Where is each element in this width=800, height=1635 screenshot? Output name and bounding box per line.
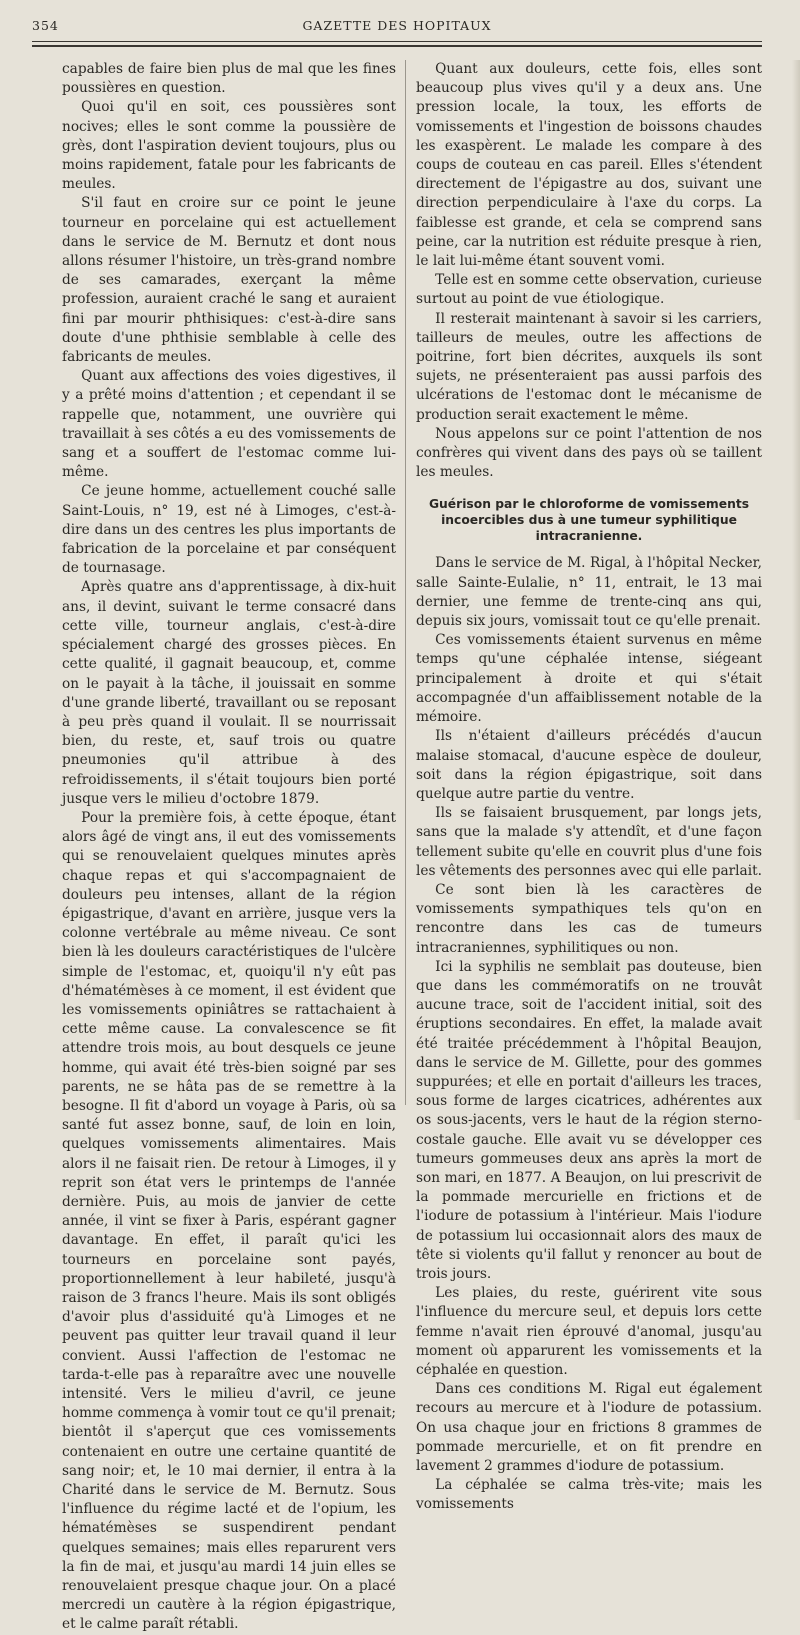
- paragraph: Les plaies, du reste, guérirent vite sous l'influence du mercure seul, et depuis lors cette femme n'avait rien éprouvé d'anomal, jusqu'au moment où apparurent les vomissements et la céphalée en question.: [416, 1285, 762, 1378]
- paragraph: capables de faire bien plus de mal que les fines poussières en question.: [62, 61, 396, 97]
- page-edge-shadow: [792, 60, 800, 1120]
- paragraph: Nous appelons sur ce point l'attention de nos confrères qui vivent dans des pays où se taillent les meules.: [416, 425, 762, 481]
- running-title: GAZETTE DES HOPITAUX: [302, 18, 492, 33]
- header-rule-thick: [32, 45, 762, 47]
- page-header: [32, 18, 762, 38]
- column-divider: [405, 60, 406, 1105]
- paragraph: Ces vomissements étaient survenus en même temps qu'une céphalée intense, siégeant principalement à droite et qui s'était accompagnée d'un affaiblissement notable de la mémoire.: [416, 632, 762, 726]
- paragraph: Ils se faisaient brusquement, par longs jets, sans que la malade s'y attendît, et d'une façon tellement subite qu'elle en couvrit plus d'une fois les vêtements des personnes avec qui elle parlait.: [416, 805, 762, 879]
- paragraph: Dans ces conditions M. Rigal eut également recours au mercure et à l'iodure de potassium. On usa chaque jour en frictions 8 grammes de pommade mercurielle, et on fit prendre en lavement 2 grammes d'iodure de potassium.: [416, 1381, 762, 1475]
- paragraph: Dans le service de M. Rigal, à l'hôpital Necker, salle Sainte-Eulalie, n° 11, entrait, le 13 mai dernier, une femme de trente-cinq ans qui, depuis six jours, vomissait tout ce qu'elle prenait.: [416, 555, 762, 630]
- paragraph: Après quatre ans d'apprentissage, à dix-huit ans, il devint, suivant le terme consacré dans cette ville, tourneur anglais, c'est-à-dire spécialement chargé des grosses pièces. En cette qualité, il gagnait beaucoup, et, comme on le payait à la tâche, il jouissait en somme d'une grande liberté, travaillant ou se reposant à peu près quand il voulait. Il se nourrissait bien, du reste, et, sauf trois ou quatre pneumonies qu'il attribue à des refroidissements, il s'était toujours bien porté jusque vers le milieu d'octobre 1879.: [62, 579, 396, 807]
- paragraph: Ce jeune homme, actuellement couché salle Saint-Louis, n° 19, est né à Limoges, c'est-à-dire dans un des centres les plus importants de fabrication de la porcelaine et par conséquent de tournasage.: [62, 483, 396, 577]
- page-number: 354: [32, 18, 59, 33]
- right-column: [416, 60, 762, 1515]
- paragraph: S'il faut en croire sur ce point le jeune tourneur en porcelaine qui est actuellement dans le service de M. Bernutz et dont nous allons résumer l'histoire, un très-grand nombre de ses camarades, exerçant la même profession, auraient craché le sang et auraient fini par mourir phthisiques: c'est-à-dire sans doute d'une phthisie semblable à celle des fabricants de meules.: [62, 195, 396, 366]
- paragraph: Quant aux affections des voies digestives, il y a prêté moins d'attention ; et cependant il se rappelle que, notamment, une ouvrière qui travaillait à ses côtés a eu des vomissements de sang et a souffert de l'estomac comme lui-même.: [62, 368, 396, 481]
- paragraph: Pour la première fois, à cette époque, étant alors âgé de vingt ans, il eut des vomissements qui se renouvelaient quelques minutes après chaque repas et qui s'accompagnaient de douleurs peu intenses, allant de la région épigastrique, d'avant en arrière, jusque vers la colonne vertébrale au même niveau. Ce sont bien là les douleurs caractéristiques de l'ulcère simple de l'estomac, et, quoiqu'il n'y eût pas d'hématémèses à ce moment, il est évident que les vomissements opiniâtres se rattachaient à cette même cause. La convalescence se fit attendre trois mois, au bout desquels ce jeune homme, qui avait été très-bien soigné par ses parents, ne se hâta pas de se remettre à la besogne. Il fit d'abord un voyage à Paris, où sa santé fut assez bonne, sauf, de loin en loin, quelques vomissements alimentaires. Mais alors il ne faisait rien. De retour à Limoges, il y reprit son état vers le printemps de l'année dernière. Puis, au mois de janvier de cette année, il vint se fixer à Paris, espérant gagner davantage. En effet, il paraît qu'ici les tourneurs en porcelaine sont payés, proportionnellement à leur habileté, jusqu'à raison de 3 francs l'heure. Mais ils sont obligés d'avoir plus d'assiduité qu'à Limoges et ne peuvent pas quitter leur travail quand il leur convient. Aussi l'affection de l'estomac ne tarda-t-elle pas à reparaître avec une nouvelle intensité. Vers le milieu d'avril, ce jeune homme commença à vomir tout ce qu'il prenait; bientôt il s'aperçut que ces vomissements contenaient en outre une certaine quantité de sang noir; et, le 10 mai dernier, il entra à la Charité dans le service de M. Bernutz. Sous l'influence du régime lacté et de l'opium, les hématémèses se suspendirent pendant quelques semaines; mais elles reparurent vers la fin de mai, et jusqu'au mardi 14 juin elles se renouvelaient presque chaque jour. On a placé mercredi un cautère à la région épigastrique, et le calme paraît rétabli.: [62, 809, 396, 1633]
- paragraph: Il resterait maintenant à savoir si les carriers, tailleurs de meules, outre les affections de poitrine, fort bien décrites, auxquels ils sont sujets, ne présenteraient pas aussi parfois des ulcérations de l'estomac dont le mécanisme de production serait exactement le même.: [416, 310, 762, 423]
- paragraph: Ils n'étaient d'ailleurs précédés d'aucun malaise stomacal, d'aucune espèce de douleur, soit dans la région épigastrique, soit dans quelque autre partie du ventre.: [416, 728, 762, 802]
- paragraph: Quoi qu'il en soit, ces poussières sont nocives; elles le sont comme la poussière de grès, dont l'aspiration devient toujours, plus ou moins rapidement, fatale pour les fabricants de meules.: [62, 99, 396, 193]
- left-column: [62, 60, 396, 1635]
- header-rule: [32, 41, 762, 42]
- paragraph: Ce sont bien là les caractères de vomissements sympathiques tels qu'on en rencontre dans les cas de tumeurs intracraniennes, syphilitiques ou non.: [416, 881, 762, 956]
- paragraph: La céphalée se calma très-vite; mais les vomissements: [416, 1477, 762, 1513]
- paragraph: Telle est en somme cette observation, curieuse surtout au point de vue étiologique.: [416, 272, 762, 308]
- section-title: Guérison par le chloroforme de vomissements incoercibles dus à une tumeur syphilitique intracranienne.: [428, 497, 750, 544]
- paragraph: Quant aux douleurs, cette fois, elles sont beaucoup plus vives qu'il y a deux ans. Une pression locale, la toux, les efforts de vomissements et l'ingestion de boissons chaudes les exaspèrent. Le malade les compare à des coups de couteau en cas pareil. Elles s'étendent directement de l'épigastre au dos, suivant une direction perpendiculaire à l'axe du corps. La faiblesse est grande, et cela se comprend sans peine, car la nutrition est réduite presque à rien, le lait lui-même étant souvent vomi.: [416, 61, 762, 270]
- paragraph: Ici la syphilis ne semblait pas douteuse, bien que dans les commémoratifs on ne trouvât aucune trace, soit de l'accident initial, soit des éruptions secondaires. En effet, la malade avait été traitée précédemment à l'hôpital Beaujon, dans le service de M. Gillette, pour des gommes suppurées; et elle en portait d'ailleurs les traces, sous forme de larges cicatrices, adhérentes aux os sous-jacents, vers le haut de la région sterno-costale gauche. Elle avait vu se développer ces tumeurs gommeuses deux ans après la mort de son mari, en 1877. A Beaujon, on lui prescrivit de la pommade mercurielle en frictions et de l'iodure de potassium à l'intérieur. Mais l'iodure de potassium lui occasionnait alors des maux de tête si violents qu'il fallut y renoncer au bout de trois jours.: [416, 958, 762, 1282]
